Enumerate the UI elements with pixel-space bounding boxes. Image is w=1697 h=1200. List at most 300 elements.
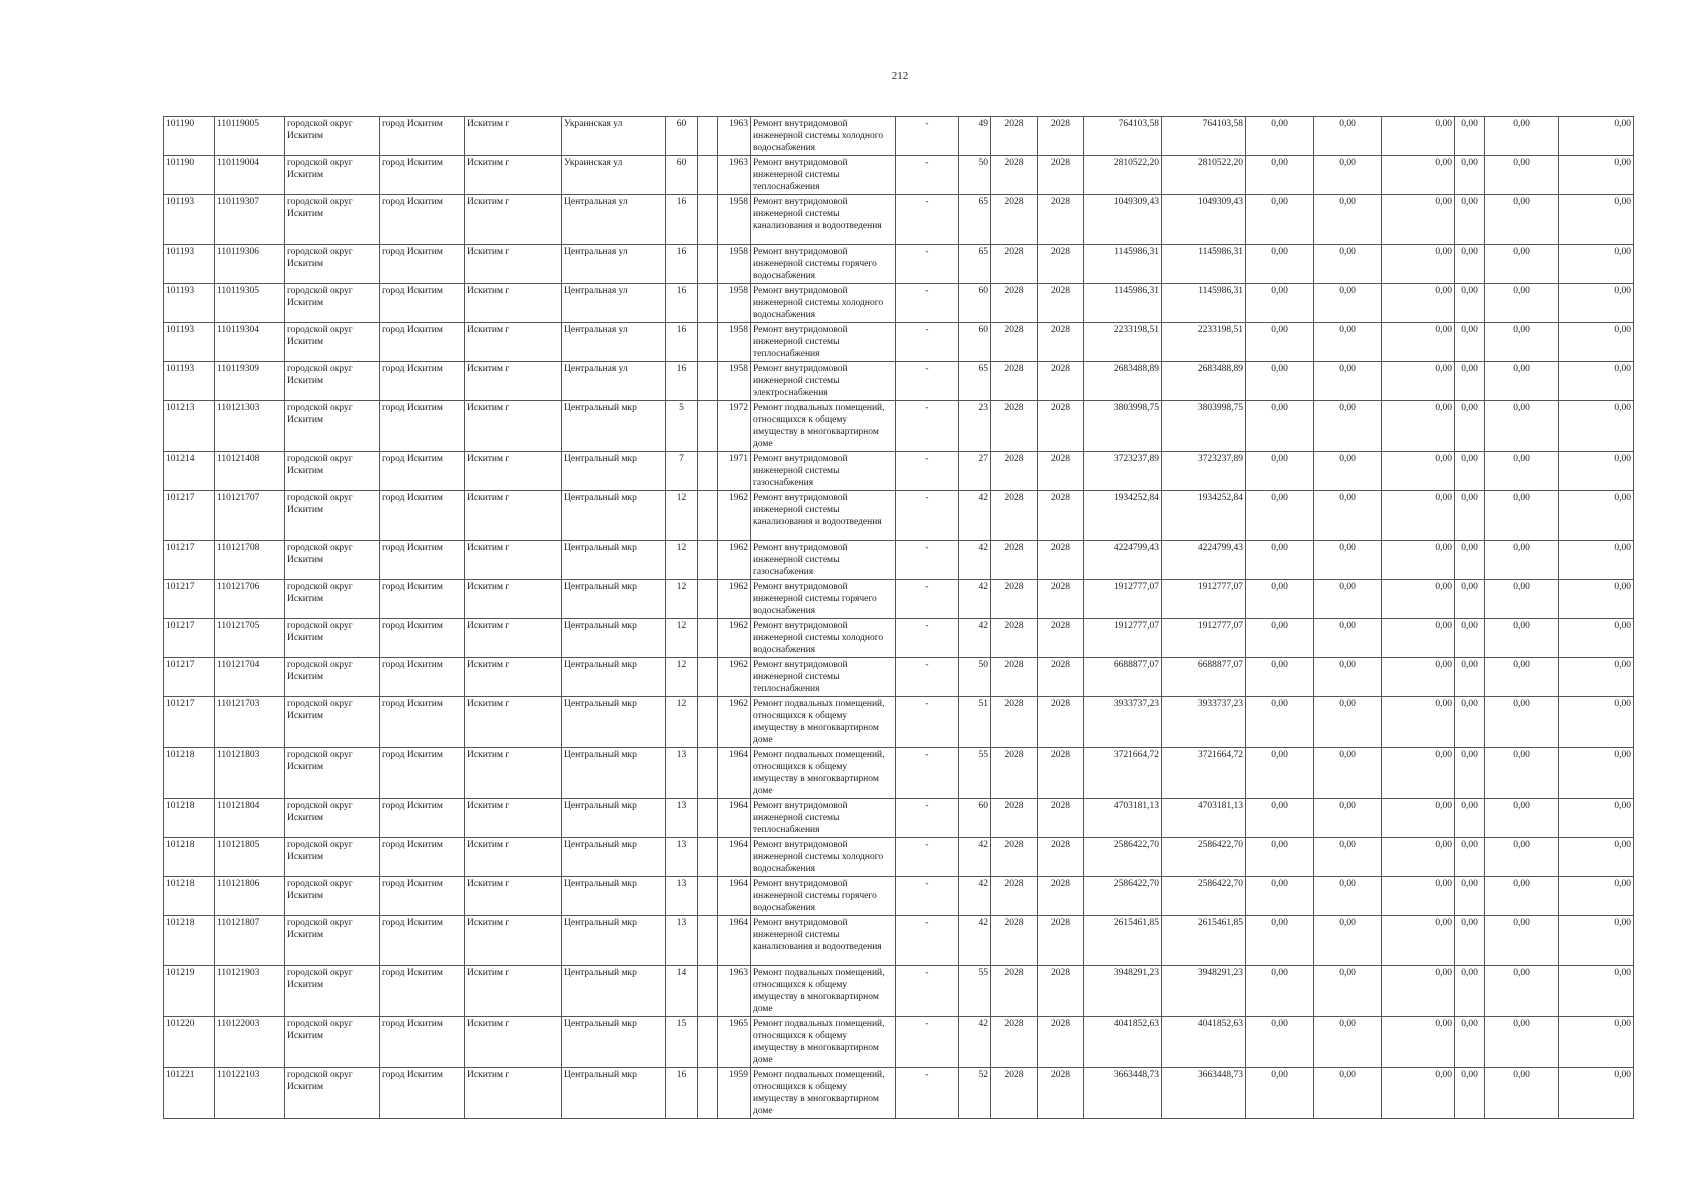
cell-house-letter [698, 1017, 718, 1068]
cell-cost-col-18: 0,00 [1314, 799, 1382, 838]
cell-cost-fund: 1912777,07 [1162, 580, 1246, 619]
cell-year-built: 1962 [718, 580, 751, 619]
cell-cost-col-18: 0,00 [1314, 966, 1382, 1017]
cell-settlement: город Искитим [380, 1068, 465, 1119]
cell-municipal-district: городской округ Искитим [285, 323, 380, 362]
cell-municipal-district: городской округ Искитим [285, 877, 380, 916]
cell-cost-total: 2615461,85 [1084, 916, 1162, 966]
cell-cost-col-21: 0,00 [1485, 491, 1559, 541]
cell-house-number: 5 [666, 401, 698, 452]
cell-locality: Искитим г [465, 877, 562, 916]
cell-cost-col-19: 0,00 [1382, 323, 1455, 362]
cell-municipal-district: городской округ Искитим [285, 117, 380, 156]
cell-cell-dash: - [896, 452, 959, 491]
cell-locality: Искитим г [465, 916, 562, 966]
cell-cost-col-22: 0,00 [1559, 362, 1634, 401]
cell-cell-dash: - [896, 799, 959, 838]
cell-cost-col-20: 0,00 [1455, 401, 1485, 452]
cell-cost-total: 3948291,23 [1084, 966, 1162, 1017]
cell-plan-year-end: 2028 [1038, 748, 1084, 799]
cell-cost-total: 2810522,20 [1084, 156, 1162, 195]
cell-object-code: 110121705 [215, 619, 285, 658]
cell-plan-year-start: 2028 [991, 195, 1038, 245]
cell-cost-total: 2586422,70 [1084, 877, 1162, 916]
cell-house-number: 12 [666, 658, 698, 697]
cell-object-code: 110121806 [215, 877, 285, 916]
cell-cost-col-19: 0,00 [1382, 401, 1455, 452]
cell-work-type: Ремонт внутридомовой инженерной системы холодного водоснабжения [751, 117, 896, 156]
table-row [164, 580, 1634, 619]
cell-settlement: город Искитим [380, 491, 465, 541]
cell-cost-col-20: 0,00 [1455, 966, 1485, 1017]
cell-street: Центральный мкр [562, 1017, 666, 1068]
cell-cost-col-20: 0,00 [1455, 284, 1485, 323]
cell-house-letter [698, 284, 718, 323]
cell-cost-col-21: 0,00 [1485, 452, 1559, 491]
cell-wear-percent: 42 [959, 580, 991, 619]
cell-municipal-district: городской округ Искитим [285, 580, 380, 619]
cell-row-id: 101219 [164, 966, 215, 1017]
cell-year-built: 1962 [718, 658, 751, 697]
cell-work-type: Ремонт внутридомовой инженерной системы холодного водоснабжения [751, 838, 896, 877]
cell-work-type: Ремонт подвальных помещений, относящихся к общему имуществу в многоквартирном доме [751, 966, 896, 1017]
cell-cost-col-22: 0,00 [1559, 838, 1634, 877]
cell-cost-col-19: 0,00 [1382, 156, 1455, 195]
cell-plan-year-start: 2028 [991, 580, 1038, 619]
cell-cost-col-21: 0,00 [1485, 799, 1559, 838]
cell-year-built: 1958 [718, 362, 751, 401]
cell-wear-percent: 52 [959, 1068, 991, 1119]
cell-house-number: 13 [666, 916, 698, 966]
cell-street: Центральный мкр [562, 580, 666, 619]
cell-municipal-district: городской округ Искитим [285, 284, 380, 323]
cell-wear-percent: 65 [959, 195, 991, 245]
cell-object-code: 110119309 [215, 362, 285, 401]
cell-year-built: 1962 [718, 619, 751, 658]
cell-settlement: город Искитим [380, 916, 465, 966]
table-row [164, 491, 1634, 541]
cell-house-letter [698, 323, 718, 362]
cell-house-number: 16 [666, 1068, 698, 1119]
cell-year-built: 1959 [718, 1068, 751, 1119]
cell-cost-col-20: 0,00 [1455, 658, 1485, 697]
cell-work-type: Ремонт подвальных помещений, относящихся к общему имуществу в многоквартирном доме [751, 401, 896, 452]
cell-cost-col-19: 0,00 [1382, 580, 1455, 619]
cell-cost-total: 3803998,75 [1084, 401, 1162, 452]
cell-settlement: город Искитим [380, 323, 465, 362]
cell-cost-col-20: 0,00 [1455, 877, 1485, 916]
cell-plan-year-end: 2028 [1038, 877, 1084, 916]
cell-wear-percent: 27 [959, 452, 991, 491]
cell-house-letter [698, 117, 718, 156]
cell-settlement: город Искитим [380, 117, 465, 156]
cell-cost-col-18: 0,00 [1314, 1017, 1382, 1068]
cell-cost-col-20: 0,00 [1455, 195, 1485, 245]
cell-cost-col-19: 0,00 [1382, 452, 1455, 491]
cell-cost-fund: 1145986,31 [1162, 245, 1246, 284]
cell-plan-year-end: 2028 [1038, 658, 1084, 697]
cell-cost-col-22: 0,00 [1559, 245, 1634, 284]
cell-locality: Искитим г [465, 117, 562, 156]
cell-object-code: 110119004 [215, 156, 285, 195]
cell-cost-col-21: 0,00 [1485, 323, 1559, 362]
cell-object-code: 110119305 [215, 284, 285, 323]
cell-cost-col-22: 0,00 [1559, 619, 1634, 658]
cell-house-number: 12 [666, 491, 698, 541]
repair-program-table [163, 116, 1634, 1119]
cell-street: Центральный мкр [562, 658, 666, 697]
table-row [164, 966, 1634, 1017]
table-row [164, 1017, 1634, 1068]
cell-plan-year-end: 2028 [1038, 452, 1084, 491]
cell-plan-year-start: 2028 [991, 1068, 1038, 1119]
cell-cost-col-17: 0,00 [1246, 323, 1314, 362]
cell-street: Центральный мкр [562, 1068, 666, 1119]
cell-cost-col-20: 0,00 [1455, 156, 1485, 195]
cell-cost-col-22: 0,00 [1559, 195, 1634, 245]
cell-cost-col-17: 0,00 [1246, 1068, 1314, 1119]
cell-cost-col-18: 0,00 [1314, 580, 1382, 619]
cell-cost-fund: 3933737,23 [1162, 697, 1246, 748]
cell-cost-fund: 4224799,43 [1162, 541, 1246, 580]
cell-object-code: 110121704 [215, 658, 285, 697]
cell-cost-col-22: 0,00 [1559, 966, 1634, 1017]
cell-object-code: 110121805 [215, 838, 285, 877]
cell-cost-col-22: 0,00 [1559, 748, 1634, 799]
cell-cost-col-17: 0,00 [1246, 195, 1314, 245]
cell-plan-year-start: 2028 [991, 916, 1038, 966]
cell-row-id: 101217 [164, 580, 215, 619]
table-row [164, 748, 1634, 799]
cell-row-id: 101217 [164, 491, 215, 541]
cell-municipal-district: городской округ Искитим [285, 156, 380, 195]
cell-wear-percent: 65 [959, 245, 991, 284]
cell-cost-fund: 2586422,70 [1162, 877, 1246, 916]
cell-plan-year-start: 2028 [991, 401, 1038, 452]
table-row [164, 323, 1634, 362]
page-number: 212 [891, 70, 909, 82]
cell-cost-col-17: 0,00 [1246, 245, 1314, 284]
cell-locality: Искитим г [465, 491, 562, 541]
cell-house-number: 60 [666, 156, 698, 195]
cell-cost-col-18: 0,00 [1314, 117, 1382, 156]
cell-plan-year-start: 2028 [991, 966, 1038, 1017]
cell-cost-total: 1049309,43 [1084, 195, 1162, 245]
cell-cost-col-22: 0,00 [1559, 541, 1634, 580]
cell-cost-col-19: 0,00 [1382, 966, 1455, 1017]
cell-cost-col-20: 0,00 [1455, 491, 1485, 541]
cell-cost-col-18: 0,00 [1314, 877, 1382, 916]
cell-plan-year-end: 2028 [1038, 401, 1084, 452]
cell-object-code: 110121703 [215, 697, 285, 748]
cell-year-built: 1972 [718, 401, 751, 452]
cell-cost-total: 1145986,31 [1084, 245, 1162, 284]
cell-row-id: 101217 [164, 541, 215, 580]
cell-cell-dash: - [896, 877, 959, 916]
cell-row-id: 101218 [164, 748, 215, 799]
cell-cost-fund: 2586422,70 [1162, 838, 1246, 877]
cell-plan-year-start: 2028 [991, 452, 1038, 491]
cell-cost-col-21: 0,00 [1485, 362, 1559, 401]
cell-cost-col-20: 0,00 [1455, 1068, 1485, 1119]
cell-year-built: 1964 [718, 748, 751, 799]
cell-object-code: 110119304 [215, 323, 285, 362]
cell-street: Центральный мкр [562, 838, 666, 877]
cell-cost-col-17: 0,00 [1246, 117, 1314, 156]
cell-cost-col-18: 0,00 [1314, 916, 1382, 966]
cell-wear-percent: 50 [959, 156, 991, 195]
cell-cost-col-20: 0,00 [1455, 697, 1485, 748]
table-row [164, 245, 1634, 284]
cell-year-built: 1958 [718, 284, 751, 323]
cell-year-built: 1965 [718, 1017, 751, 1068]
table-row [164, 362, 1634, 401]
cell-work-type: Ремонт внутридомовой инженерной системы холодного водоснабжения [751, 619, 896, 658]
cell-plan-year-end: 2028 [1038, 1017, 1084, 1068]
cell-cost-col-17: 0,00 [1246, 541, 1314, 580]
cell-cell-dash: - [896, 916, 959, 966]
cell-cost-total: 2233198,51 [1084, 323, 1162, 362]
cell-municipal-district: городской округ Искитим [285, 1017, 380, 1068]
cell-cost-col-21: 0,00 [1485, 697, 1559, 748]
cell-cost-total: 3933737,23 [1084, 697, 1162, 748]
cell-cost-col-17: 0,00 [1246, 877, 1314, 916]
cell-house-number: 12 [666, 541, 698, 580]
cell-cost-total: 3723237,89 [1084, 452, 1162, 491]
cell-row-id: 101217 [164, 697, 215, 748]
cell-cost-col-18: 0,00 [1314, 156, 1382, 195]
cell-cost-col-18: 0,00 [1314, 195, 1382, 245]
cell-year-built: 1962 [718, 541, 751, 580]
cell-cost-total: 1912777,07 [1084, 580, 1162, 619]
cell-house-number: 7 [666, 452, 698, 491]
cell-cost-col-17: 0,00 [1246, 580, 1314, 619]
cell-plan-year-start: 2028 [991, 323, 1038, 362]
cell-cost-fund: 2615461,85 [1162, 916, 1246, 966]
cell-row-id: 101217 [164, 619, 215, 658]
cell-cost-fund: 1049309,43 [1162, 195, 1246, 245]
cell-cost-total: 1934252,84 [1084, 491, 1162, 541]
cell-work-type: Ремонт внутридомовой инженерной системы газоснабжения [751, 541, 896, 580]
cell-plan-year-end: 2028 [1038, 697, 1084, 748]
cell-municipal-district: городской округ Искитим [285, 401, 380, 452]
cell-locality: Искитим г [465, 619, 562, 658]
cell-cost-col-17: 0,00 [1246, 748, 1314, 799]
cell-locality: Искитим г [465, 156, 562, 195]
cell-cost-col-17: 0,00 [1246, 1017, 1314, 1068]
cell-house-letter [698, 156, 718, 195]
cell-cost-total: 2586422,70 [1084, 838, 1162, 877]
cell-house-letter [698, 541, 718, 580]
cell-house-letter [698, 245, 718, 284]
cell-year-built: 1964 [718, 799, 751, 838]
cell-cost-col-19: 0,00 [1382, 1017, 1455, 1068]
cell-row-id: 101221 [164, 1068, 215, 1119]
cell-cost-col-18: 0,00 [1314, 323, 1382, 362]
cell-cost-col-17: 0,00 [1246, 491, 1314, 541]
cell-wear-percent: 51 [959, 697, 991, 748]
cell-year-built: 1963 [718, 966, 751, 1017]
cell-settlement: город Искитим [380, 245, 465, 284]
cell-year-built: 1958 [718, 195, 751, 245]
cell-street: Центральный мкр [562, 966, 666, 1017]
cell-plan-year-end: 2028 [1038, 916, 1084, 966]
cell-object-code: 110119307 [215, 195, 285, 245]
cell-cost-col-22: 0,00 [1559, 1068, 1634, 1119]
cell-locality: Искитим г [465, 541, 562, 580]
table-row [164, 697, 1634, 748]
table-row [164, 658, 1634, 697]
cell-house-letter [698, 877, 718, 916]
cell-wear-percent: 42 [959, 619, 991, 658]
cell-plan-year-start: 2028 [991, 156, 1038, 195]
cell-cost-col-19: 0,00 [1382, 658, 1455, 697]
cell-cost-total: 764103,58 [1084, 117, 1162, 156]
cell-cost-col-21: 0,00 [1485, 619, 1559, 658]
cell-cost-col-17: 0,00 [1246, 619, 1314, 658]
cell-cost-col-21: 0,00 [1485, 838, 1559, 877]
cell-plan-year-start: 2028 [991, 748, 1038, 799]
cell-cost-col-18: 0,00 [1314, 245, 1382, 284]
cell-cell-dash: - [896, 1017, 959, 1068]
table-row [164, 156, 1634, 195]
cell-settlement: город Искитим [380, 619, 465, 658]
cell-cost-col-18: 0,00 [1314, 401, 1382, 452]
cell-cost-col-22: 0,00 [1559, 697, 1634, 748]
cell-plan-year-end: 2028 [1038, 619, 1084, 658]
cell-cost-col-19: 0,00 [1382, 916, 1455, 966]
cell-cost-col-21: 0,00 [1485, 245, 1559, 284]
cell-cell-dash: - [896, 245, 959, 284]
cell-row-id: 101218 [164, 916, 215, 966]
cell-cost-col-18: 0,00 [1314, 1068, 1382, 1119]
cell-cost-col-17: 0,00 [1246, 401, 1314, 452]
cell-plan-year-end: 2028 [1038, 323, 1084, 362]
cell-cost-fund: 3723237,89 [1162, 452, 1246, 491]
cell-cost-col-21: 0,00 [1485, 117, 1559, 156]
cell-object-code: 110121804 [215, 799, 285, 838]
cell-settlement: город Искитим [380, 362, 465, 401]
cell-cost-fund: 1934252,84 [1162, 491, 1246, 541]
cell-cell-dash: - [896, 658, 959, 697]
cell-object-code: 110121803 [215, 748, 285, 799]
cell-plan-year-start: 2028 [991, 619, 1038, 658]
cell-cost-total: 4224799,43 [1084, 541, 1162, 580]
cell-house-number: 16 [666, 284, 698, 323]
cell-row-id: 101218 [164, 838, 215, 877]
cell-cost-col-19: 0,00 [1382, 838, 1455, 877]
cell-cost-col-20: 0,00 [1455, 580, 1485, 619]
cell-work-type: Ремонт внутридомовой инженерной системы холодного водоснабжения [751, 284, 896, 323]
cell-cost-fund: 764103,58 [1162, 117, 1246, 156]
cell-settlement: город Искитим [380, 1017, 465, 1068]
cell-house-letter [698, 195, 718, 245]
cell-locality: Искитим г [465, 1017, 562, 1068]
cell-row-id: 101193 [164, 362, 215, 401]
cell-locality: Искитим г [465, 401, 562, 452]
cell-cost-col-22: 0,00 [1559, 877, 1634, 916]
cell-plan-year-end: 2028 [1038, 580, 1084, 619]
cell-cost-col-19: 0,00 [1382, 619, 1455, 658]
cell-street: Центральный мкр [562, 916, 666, 966]
cell-settlement: город Искитим [380, 877, 465, 916]
cell-cost-col-18: 0,00 [1314, 541, 1382, 580]
cell-house-number: 13 [666, 799, 698, 838]
cell-cell-dash: - [896, 156, 959, 195]
cell-cost-col-20: 0,00 [1455, 1017, 1485, 1068]
cell-municipal-district: городской округ Искитим [285, 916, 380, 966]
cell-cost-fund: 1912777,07 [1162, 619, 1246, 658]
cell-cell-dash: - [896, 284, 959, 323]
cell-settlement: город Искитим [380, 541, 465, 580]
cell-cost-col-17: 0,00 [1246, 658, 1314, 697]
cell-locality: Искитим г [465, 1068, 562, 1119]
cell-plan-year-end: 2028 [1038, 117, 1084, 156]
cell-cost-total: 6688877,07 [1084, 658, 1162, 697]
cell-municipal-district: городской округ Искитим [285, 838, 380, 877]
cell-cost-col-19: 0,00 [1382, 362, 1455, 401]
cell-settlement: город Искитим [380, 284, 465, 323]
cell-cost-col-22: 0,00 [1559, 916, 1634, 966]
cell-plan-year-start: 2028 [991, 697, 1038, 748]
cell-municipal-district: городской округ Искитим [285, 195, 380, 245]
cell-work-type: Ремонт внутридомовой инженерной системы канализования и водоотведения [751, 491, 896, 541]
cell-cost-fund: 2810522,20 [1162, 156, 1246, 195]
cell-cost-fund: 2683488,89 [1162, 362, 1246, 401]
cell-locality: Искитим г [465, 195, 562, 245]
cell-object-code: 110119005 [215, 117, 285, 156]
cell-house-number: 12 [666, 619, 698, 658]
cell-municipal-district: городской округ Искитим [285, 658, 380, 697]
cell-municipal-district: городской округ Искитим [285, 362, 380, 401]
cell-cell-dash: - [896, 619, 959, 658]
cell-municipal-district: городской округ Искитим [285, 452, 380, 491]
cell-cost-total: 2683488,89 [1084, 362, 1162, 401]
cell-cost-col-19: 0,00 [1382, 697, 1455, 748]
cell-locality: Искитим г [465, 838, 562, 877]
cell-street: Центральный мкр [562, 697, 666, 748]
cell-cost-col-19: 0,00 [1382, 245, 1455, 284]
cell-wear-percent: 49 [959, 117, 991, 156]
cell-year-built: 1963 [718, 117, 751, 156]
cell-cost-col-22: 0,00 [1559, 452, 1634, 491]
cell-work-type: Ремонт внутридомовой инженерной системы теплоснабжения [751, 799, 896, 838]
cell-wear-percent: 55 [959, 966, 991, 1017]
cell-cost-col-18: 0,00 [1314, 697, 1382, 748]
cell-row-id: 101214 [164, 452, 215, 491]
cell-house-number: 16 [666, 323, 698, 362]
cell-plan-year-start: 2028 [991, 284, 1038, 323]
cell-cost-total: 3721664,72 [1084, 748, 1162, 799]
cell-cell-dash: - [896, 491, 959, 541]
table-row [164, 838, 1634, 877]
cell-cell-dash: - [896, 697, 959, 748]
cell-house-number: 12 [666, 697, 698, 748]
cell-plan-year-start: 2028 [991, 799, 1038, 838]
cell-settlement: город Искитим [380, 195, 465, 245]
cell-cell-dash: - [896, 195, 959, 245]
cell-plan-year-end: 2028 [1038, 195, 1084, 245]
cell-cost-total: 4041852,63 [1084, 1017, 1162, 1068]
cell-cost-col-20: 0,00 [1455, 838, 1485, 877]
cell-house-number: 13 [666, 748, 698, 799]
cell-locality: Искитим г [465, 748, 562, 799]
cell-cost-col-19: 0,00 [1382, 877, 1455, 916]
cell-cost-total: 3663448,73 [1084, 1068, 1162, 1119]
cell-house-number: 13 [666, 877, 698, 916]
cell-cost-col-18: 0,00 [1314, 452, 1382, 491]
cell-cost-col-22: 0,00 [1559, 284, 1634, 323]
